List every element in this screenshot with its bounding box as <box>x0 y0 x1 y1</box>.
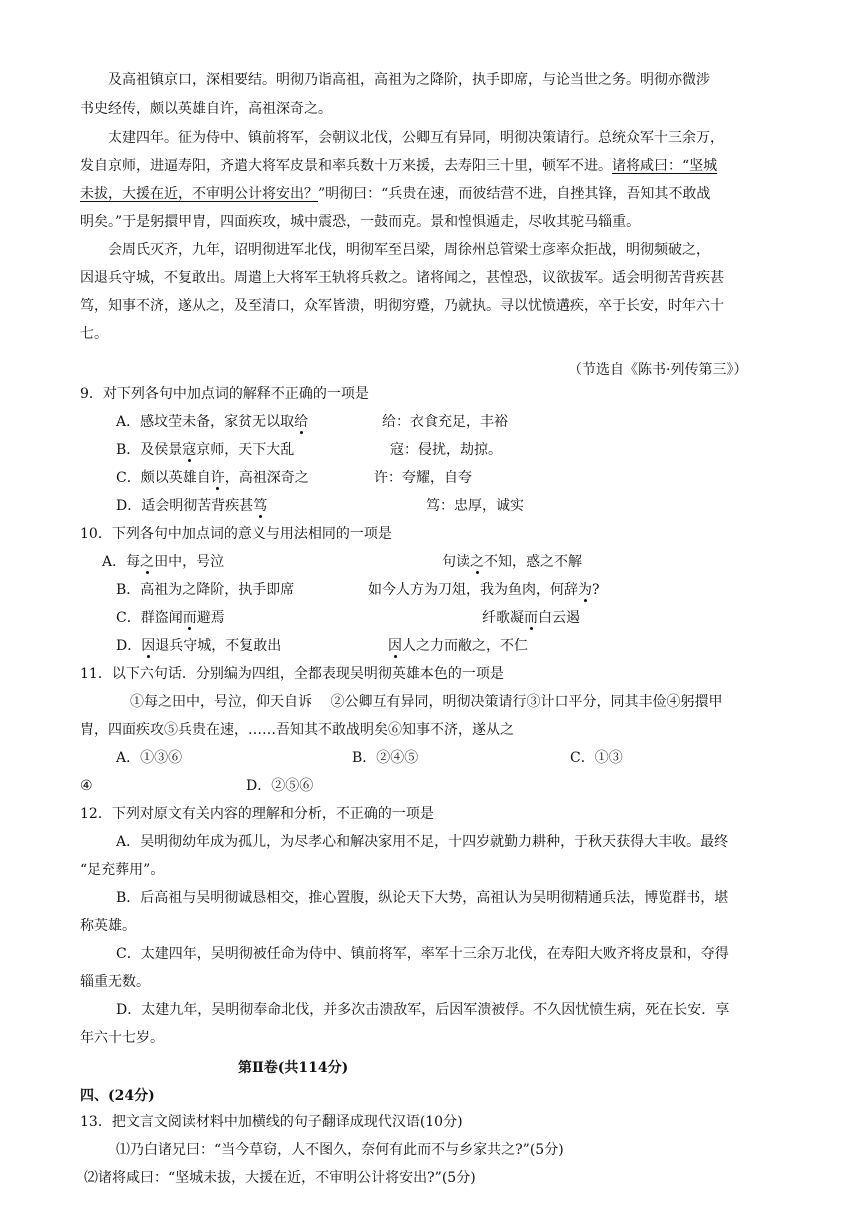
option-text: ，高祖深奇之 <box>224 470 309 486</box>
option-d-cont: 年六十七岁。 <box>80 1030 164 1046</box>
dotted-word: 而 <box>524 610 538 626</box>
passage-line: 会周氏灭齐，九年，诏明彻进军北伐，明彻军至吕梁，周徐州总管梁士彦率众拒战，明彻频破之， <box>108 242 710 258</box>
passage-line <box>80 184 710 204</box>
option-text: 句读 <box>442 554 470 570</box>
passage-line: 太建四年。征为侍中、镇前将军，会朝议北伐，公卿互有异同，明彻决策请行。总统众军十三余万， <box>108 130 724 146</box>
passage-source: （节选自《陈书·列传第三》） <box>568 362 748 378</box>
option-a-cont: “足充葬用”。 <box>80 862 165 878</box>
option-text: 退兵守城，不复敢出 <box>155 638 282 654</box>
passage-line: 笃，知事不济，遂从之，及至清口，众军皆溃，明彻穷蹙，乃就执。寻以忧愤遘疾，卒于长安，时年六十 <box>80 298 724 314</box>
option-a: A．①③⑥ <box>116 750 183 766</box>
dotted-word: 而 <box>182 610 197 626</box>
passage-line: 因退兵守城，不复敢出。周遣上大将军王轨将兵救之。诸将闻之，甚惶恐，议欲拔军。适会明彻苦背疾甚 <box>80 270 724 286</box>
option-text: 如今人方为刀俎，我为鱼肉，何辞 <box>368 582 578 598</box>
passage-line: 书史经传，颇以英雄自许，高祖深奇之。 <box>80 101 332 117</box>
option-c: C．太建四年，吴明彻被任命为侍中、镇前将军，率军十三余万北伐，在寿阳大败齐将皮景和，夺得 <box>116 946 729 962</box>
passage-text: 发自京师，进逼寿阳，齐遣大将军皮景和率兵数十万来援，去寿阳三十里，顿军不进。 <box>80 158 612 174</box>
option-a <box>102 552 224 572</box>
option-d: D．太建九年，吴明彻奉命北伐，并多次击溃敌军，后因军溃被俘。不久因忧愤生病，死在长安．享 <box>116 1002 730 1018</box>
question-body: ①每之田中，号泣，仰天自诉 ②公卿互有异同，明彻决策请行③计口平分，同其丰俭④躬擐甲 <box>130 694 723 710</box>
option-c <box>116 468 309 488</box>
option-text: 京师，天下大乱 <box>196 442 295 458</box>
question-stem: 10．下列各句中加点词的意义与用法相同的一项是 <box>80 526 392 542</box>
dotted-word: 给 <box>294 414 309 430</box>
question-stem: 13．把文言文阅读材料中加横线的句子翻译成现代汉语(10分) <box>80 1114 463 1130</box>
option-text: A．感坟茔未备，家贫无以取 <box>116 414 295 430</box>
dotted-word: 之 <box>140 554 155 570</box>
dotted-word: 因 <box>388 638 402 654</box>
option-d <box>116 636 281 656</box>
question-stem: 12．下列对原文有关内容的理解和分析，不正确的一项是 <box>80 806 434 822</box>
question-stem: 11．以下六句话．分别编为四组，全都表现吴明彻英雄本色的一项是 <box>80 666 504 682</box>
option-text: 白云遏 <box>538 610 580 626</box>
dotted-word: 笃 <box>253 498 268 514</box>
option-b-cont: 称英雄。 <box>80 918 136 934</box>
option-text: 田中，号泣 <box>154 554 225 570</box>
option-text: C．颇以英雄自 <box>116 470 211 486</box>
option-a <box>116 412 308 432</box>
option-b-compare <box>368 580 600 600</box>
option-b: B．高祖为之降阶，执手即席 <box>116 582 295 598</box>
option-c <box>116 608 225 628</box>
underlined-sentence: 未拔，大援在近，不审明公计将安出？ <box>80 186 318 202</box>
underlined-sentence: 诸将咸曰：“坚城 <box>612 158 718 174</box>
option-c: C．①③ <box>570 750 623 766</box>
passage-line: 及高祖镇京口，深相要结。明彻乃诣高祖，高祖为之降阶，执手即席，与论当世之务。明彻亦微涉 <box>108 72 710 88</box>
option-text: C．群盗闻 <box>116 610 183 626</box>
option-a-gloss: 给：衣食充足，丰裕 <box>382 414 508 430</box>
question-stem: 9．对下列各句中加点词的解释不正确的一项是 <box>80 386 369 402</box>
option-text: B．及侯景 <box>116 442 183 458</box>
dotted-word: 因 <box>141 638 156 654</box>
passage-text: ”明彻曰：“兵贵在速，而彼结营不进，自挫其锋，吾知其不敢战 <box>318 186 711 202</box>
question-body: 胄，四面疾攻⑤兵贵在速，……吾知其不敢战明矣⑥知事不济，遂从之 <box>80 722 514 738</box>
option-b: B．后高祖与吴明彻诚恳相交，推心置腹，纵论天下大势，高祖认为吴明彻精通兵法，博览群书，堪 <box>116 890 729 906</box>
option-text: D． <box>116 638 142 654</box>
option-c-cont: 辎重无数。 <box>80 974 150 990</box>
option-a: A．吴明彻幼年成为孤儿，为尽孝心和解决家用不足，十四岁就勤力耕种，于秋天获得大丰收。最终 <box>116 834 729 850</box>
option-b-gloss: 寇：侵扰，劫掠。 <box>390 442 502 458</box>
option-d: D．②⑤⑥ <box>246 778 314 794</box>
option-d-gloss: 笃：忠厚，诚实 <box>426 498 524 514</box>
section-heading: 四、(24分) <box>80 1088 155 1104</box>
dotted-word: 许 <box>210 470 225 486</box>
option-b: B．②④⑤ <box>352 750 419 766</box>
option-c-tail: ④ <box>80 778 93 794</box>
option-b <box>116 440 294 460</box>
option-text: 人之力而敝之，不仁 <box>402 638 528 654</box>
sub-question-1: ⑴乃白诸兄曰：“当今草窃，人不图久，奈何有此而不与乡家共之?”(5分) <box>116 1142 564 1158</box>
sub-question-2: ⑵诸将咸曰：“坚城未拔，大援在近，不审明公计将安出?”(5分) <box>84 1170 476 1186</box>
option-text: 不知，惑之不解 <box>484 554 582 570</box>
option-a-compare <box>442 552 582 572</box>
dotted-word: 为 <box>578 582 592 598</box>
option-c-gloss: 许：夸耀，自夸 <box>374 470 472 486</box>
part-title: 第Ⅱ卷(共114分) <box>238 1060 349 1076</box>
option-text: 纤歌凝 <box>482 610 524 626</box>
option-d <box>116 496 267 516</box>
option-c-compare <box>482 608 580 628</box>
passage-line: 七。 <box>80 326 108 342</box>
option-text: A．每 <box>102 554 141 570</box>
dotted-word: 之 <box>470 554 484 570</box>
option-text: ? <box>592 582 600 598</box>
option-d-compare <box>388 636 528 656</box>
option-text: D．适会明彻苦背疾甚 <box>116 498 254 514</box>
passage-line <box>80 156 717 176</box>
passage-line: 明矣。”于是躬擐甲胄，四面疾攻，城中震恐，一鼓而克。景和惶惧遁走，尽收其驼马辎重。 <box>80 214 641 230</box>
dotted-word: 寇 <box>182 442 197 458</box>
option-text: 避焉 <box>196 610 225 626</box>
